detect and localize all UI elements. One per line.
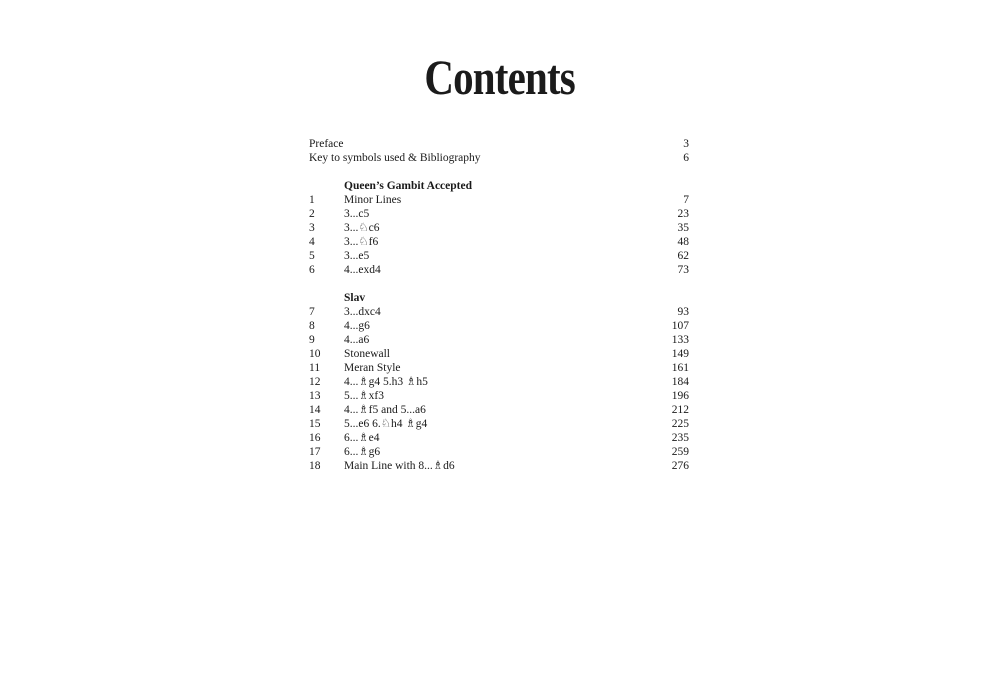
chapter-page: 107: [671, 320, 689, 332]
chapter-page: 184: [671, 376, 689, 388]
chapter-page: 93: [677, 306, 689, 318]
chapter-number: 6: [309, 264, 315, 276]
chapter-number: 3: [309, 222, 315, 234]
chapter-page: 23: [677, 208, 689, 220]
chapter-page: 212: [671, 404, 689, 416]
toc-entry-preface: [309, 137, 689, 151]
spacer: [309, 165, 689, 179]
chapter-number: 18: [309, 460, 321, 472]
chapter-title: 3...♘c6: [344, 222, 380, 234]
chapter-title: Stonewall: [344, 348, 390, 360]
section-heading-label: Slav: [344, 292, 366, 304]
toc-chapter-row: [309, 235, 689, 249]
chapter-page: 276: [671, 460, 689, 472]
chapter-title: 3...dxc4: [344, 306, 381, 318]
chapter-page: 225: [671, 418, 689, 430]
chapter-number: 4: [309, 236, 315, 248]
chapter-number: 14: [309, 404, 321, 416]
chapter-title: 3...e5: [344, 250, 370, 262]
toc-entry-key-to-symbols: [309, 151, 689, 165]
chapter-number: 5: [309, 250, 315, 262]
chapter-number: 1: [309, 194, 315, 206]
chapter-page: 35: [677, 222, 689, 234]
chapter-page: 259: [671, 446, 689, 458]
chapter-title: 5...♗xf3: [344, 390, 385, 402]
toc-chapter-row: [309, 305, 689, 319]
chapter-page: 235: [671, 432, 689, 444]
toc-chapter-row: [309, 445, 689, 459]
toc-chapter-row: [309, 263, 689, 277]
toc-chapter-row: [309, 319, 689, 333]
chapter-title: Meran Style: [344, 362, 401, 374]
chapter-number: 10: [309, 348, 321, 360]
chapter-title: 5...e6 6.♘h4 ♗g4: [344, 418, 428, 430]
toc-chapter-row: [309, 403, 689, 417]
toc-entry-label: Preface: [309, 138, 344, 150]
chapter-number: 15: [309, 418, 321, 430]
chapter-number: 12: [309, 376, 321, 388]
chapter-title: 4...♗g4 5.h3 ♗h5: [344, 376, 428, 388]
toc-entry-page: 6: [683, 152, 689, 164]
page-title: Contents: [424, 49, 575, 105]
chapter-page: 7: [683, 194, 689, 206]
chapter-number: 7: [309, 306, 315, 318]
toc-chapter-row: [309, 193, 689, 207]
chapter-page: 133: [671, 334, 689, 346]
chapter-page: 62: [677, 250, 689, 262]
chapter-title: 6...♗e4: [344, 432, 380, 444]
table-of-contents: [309, 137, 689, 473]
toc-entry-label: Key to symbols used & Bibliography: [309, 152, 481, 164]
chapter-title: 4...a6: [344, 334, 370, 346]
toc-chapter-row: [309, 333, 689, 347]
chapter-page: 73: [677, 264, 689, 276]
chapter-title: Main Line with 8...♗d6: [344, 460, 455, 472]
chapter-number: 8: [309, 320, 315, 332]
chapter-number: 2: [309, 208, 315, 220]
chapter-title: 4...♗f5 and 5...a6: [344, 404, 426, 416]
chapter-title: 4...g6: [344, 320, 370, 332]
section-heading-queens-gambit-accepted: [309, 179, 689, 193]
chapter-title: 3...♘f6: [344, 236, 379, 248]
chapter-number: 17: [309, 446, 321, 458]
section-heading-label: Queen’s Gambit Accepted: [344, 180, 472, 192]
toc-chapter-row: [309, 221, 689, 235]
chapter-number: 11: [309, 362, 321, 374]
chapter-page: 161: [671, 362, 689, 374]
chapter-number: 16: [309, 432, 321, 444]
toc-chapter-row: [309, 375, 689, 389]
spacer: [309, 277, 689, 291]
toc-chapter-row: [309, 417, 689, 431]
toc-chapter-row: [309, 431, 689, 445]
chapter-page: 196: [671, 390, 689, 402]
chapter-page: 48: [677, 236, 689, 248]
toc-chapter-row: [309, 207, 689, 221]
section-heading-slav: [309, 291, 689, 305]
toc-chapter-row: [309, 347, 689, 361]
chapter-page: 149: [671, 348, 689, 360]
toc-chapter-row: [309, 361, 689, 375]
toc-chapter-row: [309, 459, 689, 473]
chapter-number: 13: [309, 390, 321, 402]
chapter-title: 3...c5: [344, 208, 370, 220]
chapter-title: 4...exd4: [344, 264, 381, 276]
chapter-number: 9: [309, 334, 315, 346]
chapter-title: 6...♗g6: [344, 446, 381, 458]
toc-chapter-row: [309, 249, 689, 263]
toc-entry-page: 3: [683, 138, 689, 150]
toc-chapter-row: [309, 389, 689, 403]
chapter-title: Minor Lines: [344, 194, 402, 206]
